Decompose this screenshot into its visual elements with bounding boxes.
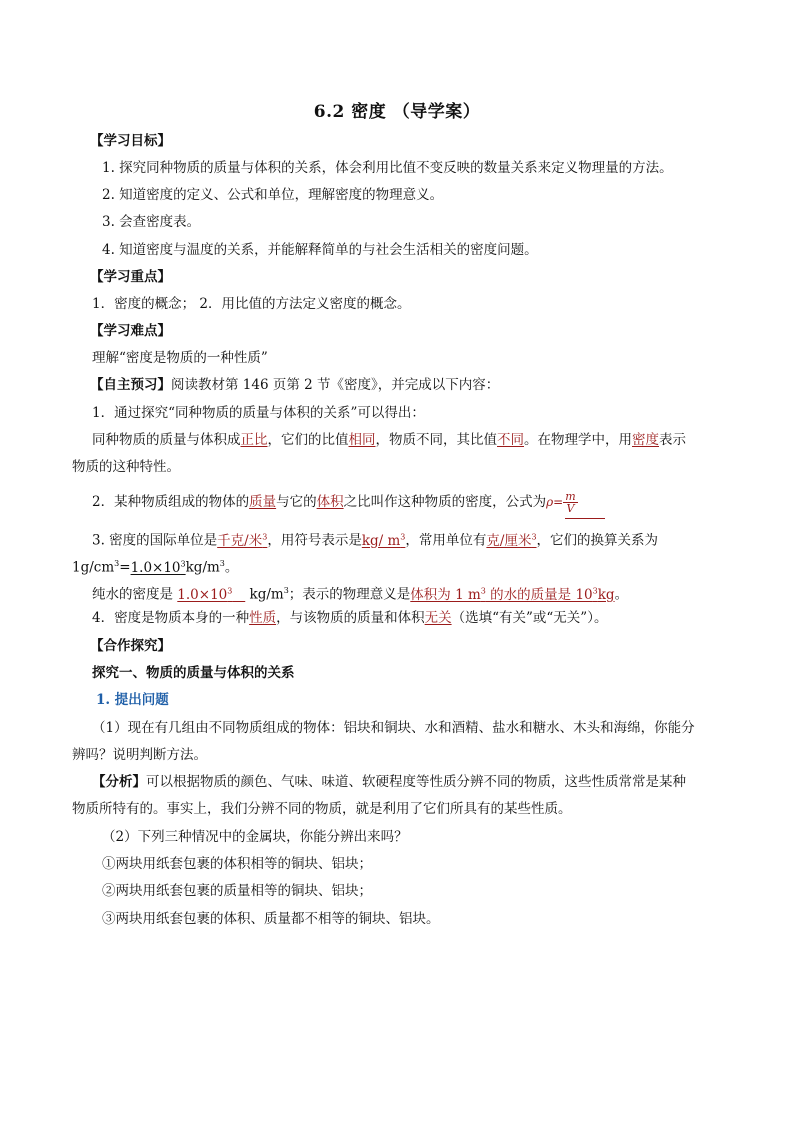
q3-l2-answer-sup: 3 bbox=[180, 559, 186, 568]
q1-text-2: ，它们的比值 bbox=[267, 432, 349, 448]
water-answer-1-text: 1.0×10 bbox=[177, 586, 228, 603]
q3-answer-3 bbox=[486, 533, 536, 549]
q1-answer-4: 密度 bbox=[632, 432, 659, 448]
q3-answer-1 bbox=[217, 533, 267, 549]
key-heading: 【学习重点】 bbox=[90, 269, 171, 285]
water-text-3: ；表示的物理意义是 bbox=[288, 586, 411, 603]
q3-answer-1-text: 千克/米 bbox=[217, 532, 263, 549]
question-1: 1．通过探究“同种物质的质量与体积的关系”可以得出： bbox=[92, 405, 425, 421]
goal-item-3: 3. 会查密度表。 bbox=[102, 214, 201, 230]
q1-text-3: ，物质不同，其比值 bbox=[375, 432, 497, 448]
analysis-label: 【分析】 bbox=[92, 774, 146, 790]
q1-answer-1: 正比 bbox=[240, 432, 268, 448]
water-answer-2-a-sup: 3 bbox=[480, 586, 486, 595]
water-answer-2 bbox=[410, 587, 614, 603]
q1-text-1: 同种物质的质量与体积成 bbox=[92, 432, 241, 448]
formula-denominator: V bbox=[566, 502, 575, 515]
page-title: 6.2 密度 （导学案） bbox=[313, 102, 481, 122]
goal-item-2: 2. 知道密度的定义、公式和单位，理解密度的物理意义。 bbox=[102, 187, 444, 203]
water-answer-1 bbox=[177, 587, 245, 603]
q4-text-3: （选填“有关”或“无关”）。 bbox=[451, 610, 608, 626]
q3-l2-answer-text: 1.0×10 bbox=[130, 559, 181, 576]
q2-text-1: 2．某种物质组成的物体的 bbox=[92, 494, 250, 510]
q3-text-3: ，常用单位有 bbox=[405, 532, 487, 549]
explore-1-heading: 探究一、物质的质量与体积的关系 bbox=[92, 665, 295, 681]
water-text-2-sup: 3 bbox=[283, 586, 289, 595]
q3-text-1: 3. 密度的国际单位是 bbox=[92, 532, 218, 549]
sub-question-1-line-2: 辨吗？说明判断方法。 bbox=[72, 747, 207, 763]
q3-answer-2-sup: 3 bbox=[400, 532, 406, 541]
q2-text-3: 之比叫作这种物质的密度，公式为 bbox=[343, 494, 547, 510]
q3-answer-3-text: 克/厘米 bbox=[486, 532, 532, 549]
q1-answer-2: 相同 bbox=[348, 432, 376, 448]
q3-line-2 bbox=[72, 554, 238, 578]
q1-text-5: 表示 bbox=[659, 432, 686, 448]
preview-heading: 【自主预习】 bbox=[90, 377, 171, 393]
goal-item-1: 1. 探究同种物质的质量与体积的关系，体会利用比值不变反映的数量关系来定义物理量的方法。 bbox=[102, 160, 673, 176]
question-3 bbox=[92, 527, 658, 551]
q4-text-2: ，与该物质的质量和体积 bbox=[276, 610, 425, 626]
question-2 bbox=[92, 490, 578, 514]
q3-l2-end-sup: 3 bbox=[219, 559, 225, 568]
sub-question-1-line-1: （1）现在有几组由不同物质组成的物体：铝块和铜块、水和酒精、盐水和糖水、木头和海绵，你能分 bbox=[92, 720, 695, 736]
goals-heading: 【学习目标】 bbox=[90, 133, 171, 149]
q2-answer-2: 体积 bbox=[316, 494, 344, 510]
formula-rho: ρ= bbox=[546, 495, 564, 509]
analysis-line-2: 物质所特有的。事实上，我们分辨不同的物质，就是利用了它们所具有的某些性质。 bbox=[72, 801, 572, 817]
water-density bbox=[92, 581, 628, 605]
water-answer-2-b: 的水的质量是 10 bbox=[485, 586, 593, 603]
water-text-1: 纯水的密度是 bbox=[92, 586, 178, 603]
preview-line bbox=[90, 375, 499, 395]
q3-answer-2-text: kg/ m bbox=[361, 532, 401, 549]
q1-text-4: 。在物理学中，用 bbox=[524, 432, 632, 448]
question-1-answer bbox=[92, 430, 686, 450]
analysis-text-1: 可以根据物质的颜色、气味、味道、软硬程度等性质分辨不同的物质，这些性质常常是某种 bbox=[146, 774, 686, 790]
formula-underline bbox=[565, 518, 605, 519]
case-item-2: ②两块用纸套包裹的质量相等的铜块、铝块； bbox=[102, 883, 372, 899]
q3-l2-eq: = bbox=[119, 559, 131, 576]
q3-answer-1-sup: 3 bbox=[262, 532, 268, 541]
q3-l2-unit: 1g/cm bbox=[72, 559, 115, 576]
difficult-text: 理解“密度是物质的一种性质” bbox=[92, 350, 268, 366]
coop-heading: 【合作探究】 bbox=[90, 638, 171, 654]
difficult-heading: 【学习难点】 bbox=[90, 323, 171, 339]
question-4 bbox=[92, 608, 607, 628]
q4-answer-1: 性质 bbox=[249, 610, 277, 626]
q1-line-2: 物质的这种特性。 bbox=[72, 459, 180, 475]
q3-answer-2 bbox=[362, 533, 406, 549]
q3-l2-sup: 3 bbox=[114, 559, 120, 568]
q3-l2-dot: 。 bbox=[224, 559, 239, 576]
q1-answer-3: 不同 bbox=[497, 432, 524, 448]
water-text-2: kg/m bbox=[245, 586, 284, 603]
sub-question-2: （2）下列三种情况中的金属块，你能分辨出来吗？ bbox=[102, 829, 408, 845]
goal-item-4: 4. 知道密度与温度的关系，并能解释简单的与社会生活相关的密度问题。 bbox=[102, 242, 538, 258]
formula-fraction bbox=[563, 491, 577, 514]
q4-answer-2: 无关 bbox=[424, 610, 452, 626]
water-answer-2-b-sup: 3 bbox=[592, 586, 598, 595]
q3-answer-3-sup: 3 bbox=[531, 532, 537, 541]
water-text-4: 。 bbox=[614, 586, 629, 603]
case-item-3: ③两块用纸套包裹的体积、质量都不相等的铜块、铝块。 bbox=[102, 911, 440, 927]
key-text: 1．密度的概念； 2．用比值的方法定义密度的概念。 bbox=[92, 296, 411, 312]
formula-numerator: m bbox=[565, 490, 576, 503]
step-1-heading: 1. 提出问题 bbox=[96, 692, 169, 708]
q3-text-2: ，用符号表示是 bbox=[267, 532, 362, 549]
analysis-line-1 bbox=[92, 772, 686, 792]
water-answer-1-sup: 3 bbox=[227, 586, 233, 595]
water-answer-2-c: kg bbox=[597, 586, 615, 603]
water-answer-2-a: 体积为 1 m bbox=[410, 586, 481, 603]
q2-answer-1: 质量 bbox=[249, 494, 277, 510]
case-item-1: ①两块用纸套包裹的体积相等的铜块、铝块； bbox=[102, 856, 372, 872]
q4-text-1: 4．密度是物质本身的一种 bbox=[92, 610, 250, 626]
preview-intro: 阅读教材第 146 页第 2 节《密度》，并完成以下内容： bbox=[171, 377, 500, 393]
q3-l2-answer bbox=[131, 560, 186, 576]
q2-text-2: 与它的 bbox=[276, 494, 317, 510]
q3-l2-end: kg/m bbox=[185, 559, 220, 576]
q3-text-4: ，它们的换算关系为 bbox=[536, 532, 659, 549]
